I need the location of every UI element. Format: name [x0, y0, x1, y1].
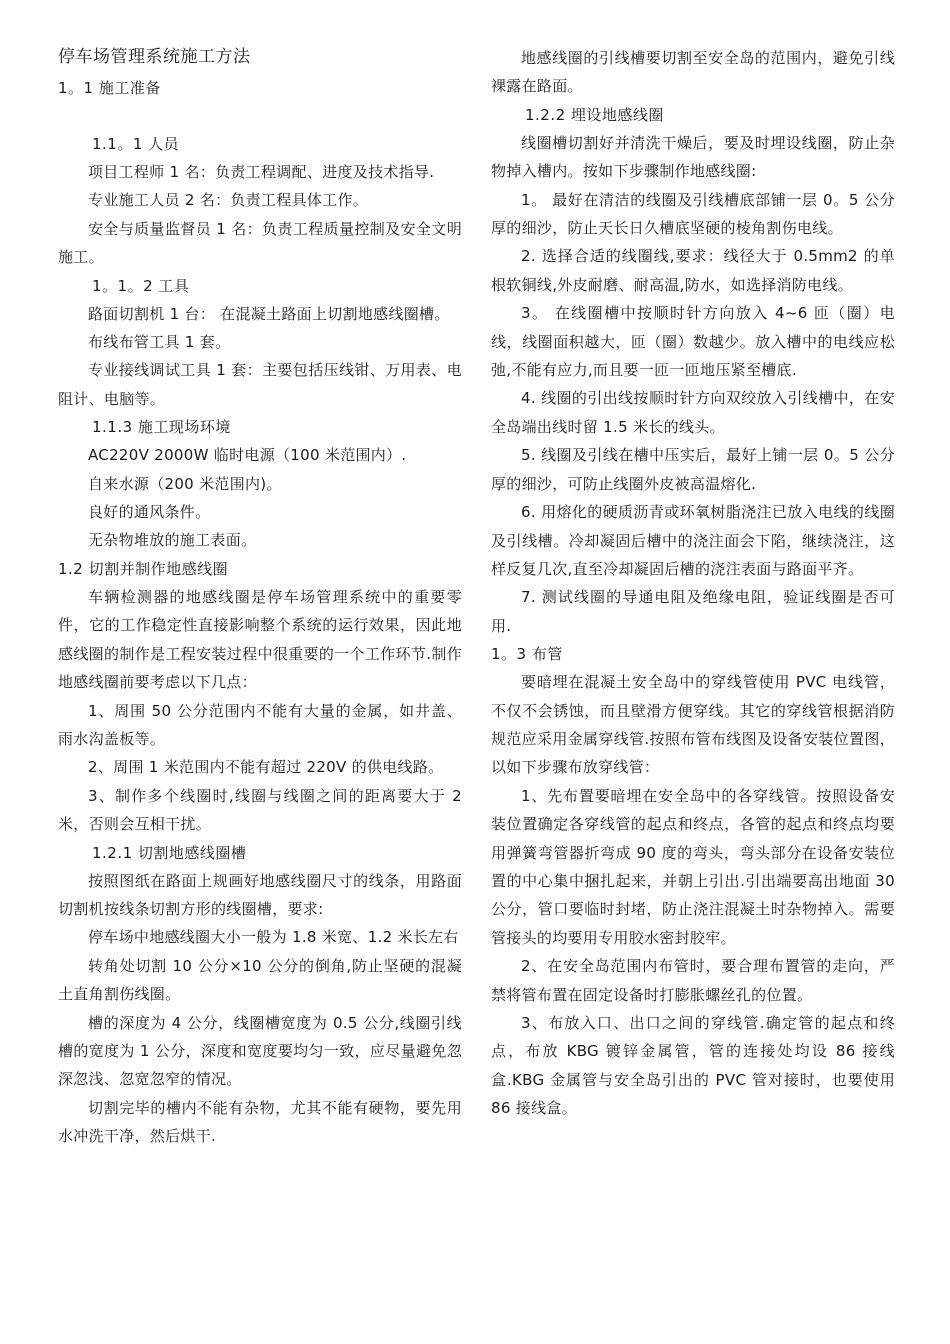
- subsection-heading-1-2-1: 1.2.1 切割地感线圈槽: [92, 843, 247, 862]
- right-column: [491, 44, 895, 1123]
- left-column: [58, 44, 462, 1151]
- paragraph-staff-workers: 专业施工人员 2 名：负责工程具体工作。: [88, 191, 369, 210]
- paragraph-cut-chamfer: 转角处切割 10 公分×10 公分的倒角,防止坚硬的混凝土直角割伤线圈。: [58, 956, 462, 1004]
- paragraph-pipe-intro: 要暗埋在混凝土安全岛中的穿线管使用 PVC 电线管，不仅不会锈蚀，而且壁滑方便穿线。其它的穿线管根据消防规范应采用金属穿线管.按照布管布线图及设备安装位置图，以如下步骤布放穿线管：: [491, 673, 895, 777]
- paragraph-bury-step-5: 5. 线圈及引线在槽中压实后，最好上铺一层 0。5 公分厚的细沙，可防止线圈外皮被高温熔化.: [491, 446, 895, 493]
- paragraph-staff-engineer: 项目工程师 1 名：负责工程调配、进度及技术指导.: [88, 163, 435, 181]
- paragraph-bury-step-3: 3。 在线圈槽中按顺时针方向放入 4~6 匝（圈）电线，线圈面积越大，匝（圈）数越少。放入槽中的电线应松弛,不能有应力,而且要一匝一匝地压紧至槽底.: [491, 304, 895, 380]
- paragraph-staff-supervisor: 安全与质量监督员 1 名：负责工程质量控制及安全文明施工。: [58, 219, 462, 267]
- paragraph-env-water: 自来水源（200 米范围内)。: [88, 474, 282, 493]
- paragraph-pipe-step-2: 2、在安全岛范围内布管时，要合理布置管的走向，严禁将管布置在固定设备时打膨胀螺丝孔的位置。: [491, 957, 895, 1004]
- section-heading-1-3: 1。3 布管: [491, 645, 563, 664]
- paragraph-cut-size: 停车场中地感线圈大小一般为 1.8 米宽、1.2 米长左右: [88, 928, 459, 947]
- section-heading-1-1: 1。1 施工准备: [58, 79, 161, 97]
- section-heading-1-2: 1.2 切割并制作地感线圈: [58, 559, 229, 578]
- subsection-heading-1-1-2: 1。1。2 工具: [92, 276, 190, 295]
- paragraph-tool-cutter: 路面切割机 1 台： 在混凝土路面上切割地感线圈槽。: [88, 304, 450, 323]
- paragraph-tool-testing: 专业接线调试工具 1 套：主要包括压线钳、万用表、电阻计、电脑等。: [58, 361, 462, 408]
- paragraph-loop-metal: 1、周围 50 公分范围内不能有大量的金属，如井盖、雨水沟盖板等。: [58, 701, 462, 748]
- paragraph-cut-clean: 切割完毕的槽内不能有杂物，尤其不能有硬物，要先用水冲洗干净，然后烘干.: [58, 1098, 462, 1146]
- subsection-heading-1-1-3: 1.1.3 施工现场环境: [92, 418, 231, 437]
- paragraph-lead-groove: 地感线圈的引线槽要切割至安全岛的范围内，避免引线裸露在路面。: [491, 49, 895, 96]
- paragraph-loop-power: 2、周围 1 米范围内不能有超过 220V 的供电线路。: [88, 758, 444, 777]
- paragraph-env-surface: 无杂物堆放的施工表面。: [88, 531, 257, 550]
- subsection-heading-1-1-1: 1.1。1 人员: [92, 135, 180, 153]
- paragraph-cut-method: 按照图纸在路面上规画好地感线圈尺寸的线条，用路面切割机按线条切割方形的线圈槽，要求:: [58, 871, 462, 918]
- paragraph-env-ventilation: 良好的通风条件。: [88, 503, 211, 522]
- paragraph-bury-step-1: 1。 最好在清洁的线圈及引线槽底部铺一层 0。5 公分厚的细沙，防止天长日久槽底坚硬的棱角割伤电线。: [491, 190, 895, 238]
- document-title: 停车场管理系统施工方法: [58, 47, 251, 67]
- blank-line: [58, 102, 462, 130]
- paragraph-pipe-step-3: 3、布放入口、出口之间的穿线管.确定管的起点和终点，布放 KBG 镀锌金属管，管的连接处均设 86 接线盒.KBG 金属管与安全岛引出的 PVC 管对接时，也要使用 86 接线盒。: [491, 1014, 895, 1118]
- subsection-heading-1-2-2: 1.2.2 埋设地感线圈: [525, 105, 664, 124]
- paragraph-bury-step-4: 4. 线圈的引出线按顺时针方向双绞放入引线槽中，在安全岛端出线时留 1.5 米长的线头。: [491, 389, 895, 436]
- paragraph-loop-distance: 3、制作多个线圈时,线圈与线圈之间的距离要大于 2 米，否则会互相干扰。: [58, 786, 462, 834]
- paragraph-bury-intro: 线圈槽切割好并清洗干燥后，要及时埋设线圈，防止杂物掉入槽内。按如下步骤制作地感线圈:: [491, 133, 895, 181]
- paragraph-env-power: AC220V 2000W 临时电源（100 米范围内）.: [88, 446, 407, 465]
- paragraph-loop-intro: 车辆检测器的地感线圈是停车场管理系统中的重要零件，它的工作稳定性直接影响整个系统的运行效果，因此地感线圈的制作是工程安装过程中很重要的一个工作环节.制作地感线圈前要考虑以下几点：: [58, 587, 462, 692]
- paragraph-tool-wiring: 布线布管工具 1 套。: [88, 333, 231, 352]
- paragraph-cut-depth: 槽的深度为 4 公分，线圈槽宽度为 0.5 公分,线圈引线槽的宽度为 1 公分，深度和宽度要均匀一致，应尽量避免忽深忽浅、忽宽忽窄的情况。: [58, 1013, 462, 1089]
- paragraph-pipe-step-1: 1、先布置要暗埋在安全岛中的各穿线管。按照设备安装位置确定各穿线管的起点和终点，各管的起点和终点均要用弹簧弯管器折弯成 90 度的弯头，弯头部分在设备安装位置的中心集中捆扎起来，并朝上引出.引出端要高出地面 30 公分，管口要临时封堵，防止浇注混凝土时杂物掉入。需要管接头的均要用专用胶水密封胶牢。: [491, 786, 895, 947]
- paragraph-bury-step-6: 6. 用熔化的硬质沥青或环氧树脂浇注已放入电线的线圈及引线槽。冷却凝固后槽中的浇注面会下陷，继续浇注，这样反复几次,直至冷却凝固后槽的浇注表面与路面平齐。: [491, 503, 895, 578]
- paragraph-bury-step-2: 2. 选择合适的线圈线,要求：线径大于 0.5mm2 的单根软铜线,外皮耐磨、耐高温,防水，如选择消防电线。: [491, 247, 895, 294]
- paragraph-bury-step-7: 7. 测试线圈的导通电阻及绝缘电阻，验证线圈是否可用.: [491, 588, 895, 635]
